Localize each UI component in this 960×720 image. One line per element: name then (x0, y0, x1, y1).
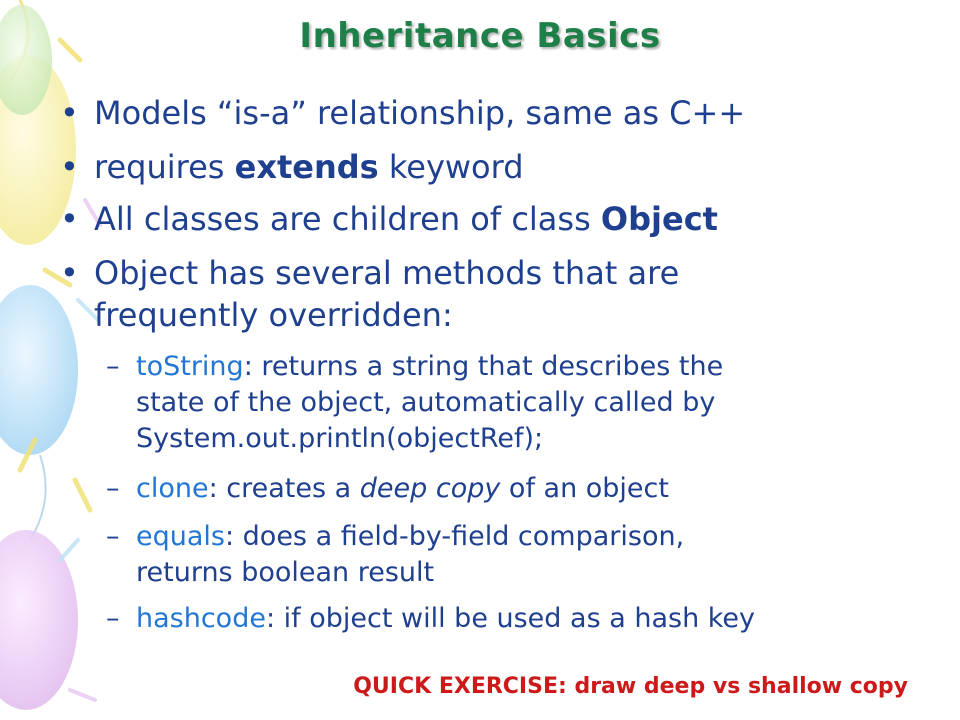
object-keyword: Object (600, 200, 718, 238)
purple-balloon (0, 530, 78, 710)
bullet-dot: • (60, 200, 79, 238)
clone-keyword: clone (136, 473, 209, 504)
sub-bullet-dash: – (106, 521, 120, 552)
deep-copy-emphasis: deep copy (359, 473, 501, 504)
blue-balloon (0, 285, 78, 455)
sub-bullet-line2: state of the object, automatically called by (136, 387, 716, 418)
sub-bullet-dash: – (106, 473, 120, 504)
bullet-text-line1: Object has several methods that are (94, 254, 680, 292)
hashcode-keyword: hashcode (136, 603, 266, 634)
quick-exercise-note: QUICK EXERCISE: draw deep vs shallow copy (353, 674, 908, 699)
sub-bullet-text: clone: creates a deep copy of an object (136, 473, 669, 504)
bullet-dot: • (60, 94, 79, 132)
slide-title: Inheritance Basics (299, 16, 661, 56)
extends-keyword: extends (234, 148, 379, 186)
sub-bullet-line1: equals: does a field-by-field comparison, (136, 521, 685, 552)
sub-bullet-dash: – (106, 351, 120, 382)
bullet-text: All classes are children of class Object (94, 200, 718, 238)
equals-keyword: equals (136, 521, 225, 552)
sub-bullet-text: hashcode: if object will be used as a hash key (136, 603, 756, 634)
bullet-dot: • (60, 148, 79, 186)
bullet-text: requires extends keyword (94, 148, 524, 186)
sub-bullet-line1: toString: returns a string that describes the (136, 351, 724, 382)
sub-bullet-line3: System.out.println(objectRef); (136, 423, 544, 454)
sub-bullet-dash: – (106, 603, 120, 634)
bullet-text: Models “is-a” relationship, same as C++ (94, 94, 746, 132)
sub-bullet-line2: returns boolean result (136, 557, 435, 588)
bullet-dot: • (60, 254, 79, 292)
bullet-text-line2: frequently overridden: (94, 296, 453, 334)
tostring-keyword: toString (136, 351, 244, 382)
